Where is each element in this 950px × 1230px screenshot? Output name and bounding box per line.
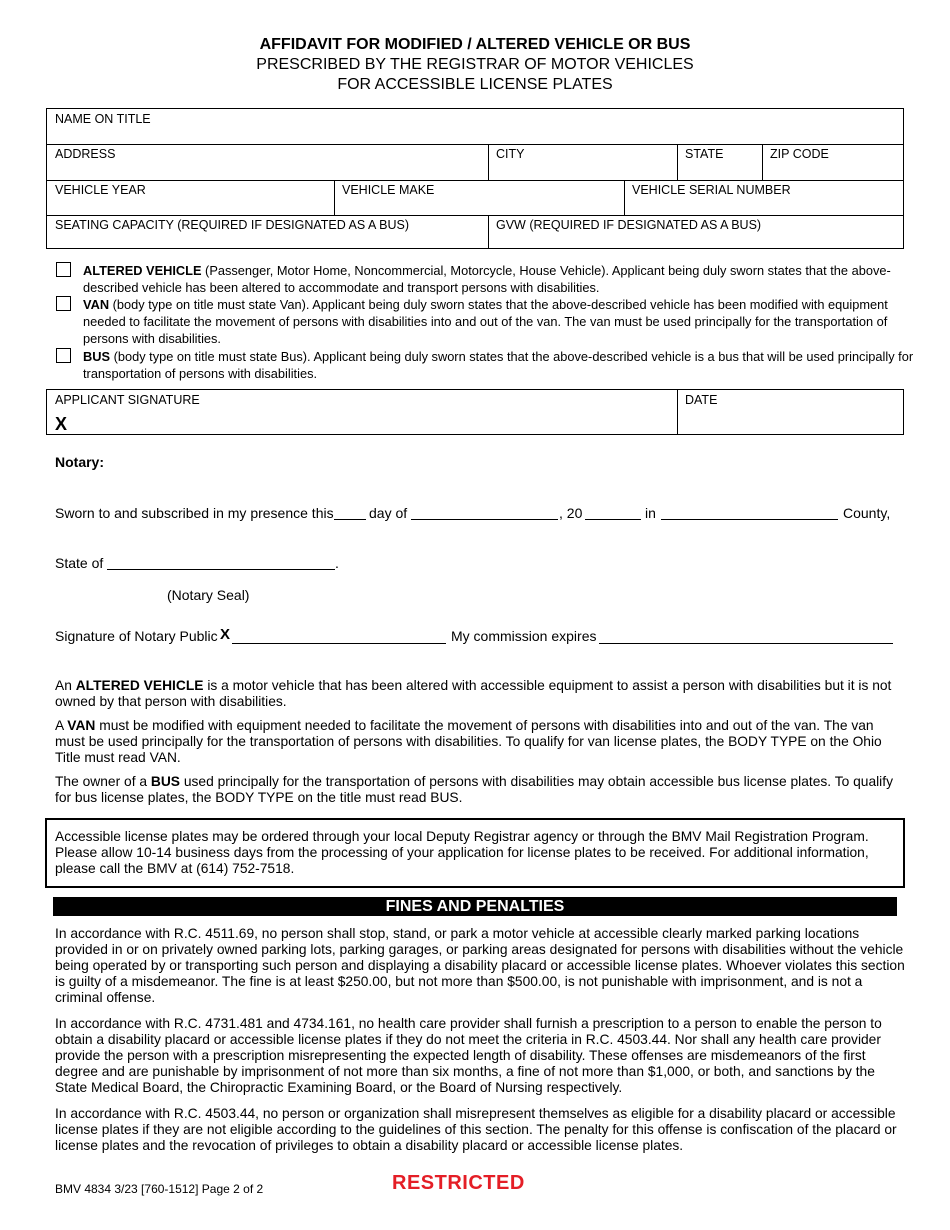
option-altered-vehicle xyxy=(56,262,916,296)
state-label: STATE xyxy=(685,147,724,161)
serial-number-label: VEHICLE SERIAL NUMBER xyxy=(632,183,791,197)
van-definition: A VAN must be modified with equipment needed to facilitate the movement of persons with disabilities into and out of the van. The van must be used principally for the transportation of persons with disabilities. To qualify for van license plates, the BODY TYPE on the Ohio Title must read VAN. xyxy=(55,718,882,765)
applicant-signature-field[interactable] xyxy=(47,390,677,434)
notary-x-mark: X xyxy=(220,626,231,643)
sworn-prefix: Sworn to and subscribed in my presence this xyxy=(55,505,334,521)
van-checkbox[interactable] xyxy=(56,296,71,311)
commission-blank[interactable] xyxy=(599,643,893,644)
gvw-field[interactable] xyxy=(488,215,903,249)
state-of-label: State of xyxy=(55,555,104,571)
van-text xyxy=(83,296,916,347)
fines-heading: FINES AND PENALTIES xyxy=(53,897,897,916)
date-field[interactable] xyxy=(677,390,903,434)
name-on-title-label: NAME ON TITLE xyxy=(55,112,151,126)
month-blank[interactable] xyxy=(411,519,558,520)
in-label: in xyxy=(645,505,656,521)
address-field[interactable] xyxy=(47,144,488,180)
bus-description: (body type on title must state Bus). Applicant being duly sworn states that the above-described vehicle is a bus that will be used principally for transportation of persons with disabilities. xyxy=(83,349,914,381)
vehicle-info-table xyxy=(46,108,904,249)
applicant-signature-label: APPLICANT SIGNATURE xyxy=(55,393,200,407)
option-bus xyxy=(56,348,916,382)
seating-capacity-field[interactable] xyxy=(47,215,488,249)
name-on-title-field[interactable] xyxy=(47,109,903,144)
form-subtitle-2: FOR ACCESSIBLE LICENSE PLATES xyxy=(337,76,613,93)
state-field[interactable] xyxy=(677,144,762,180)
altered-vehicle-text xyxy=(83,262,916,296)
county-blank[interactable] xyxy=(661,519,838,520)
notary-signature-label: Signature of Notary Public xyxy=(55,628,218,644)
bus-checkbox[interactable] xyxy=(56,348,71,363)
van-title: VAN xyxy=(83,297,110,312)
form-subtitle: PRESCRIBED BY THE REGISTRAR OF MOTOR VEHICLES xyxy=(256,56,694,73)
zip-field[interactable] xyxy=(762,144,903,180)
bus-text xyxy=(83,348,916,382)
state-blank[interactable] xyxy=(107,569,335,570)
altered-vehicle-definition: An ALTERED VEHICLE is a motor vehicle that has been altered with accessible equipment to assist a person with disabilities but it is not owned by that person with disabilities. xyxy=(55,678,892,709)
altered-vehicle-description: (Passenger, Motor Home, Noncommercial, Motorcycle, House Vehicle). Applicant being duly sworn states that the above-described vehicle has been altered to accommodate and transport persons with disabilities. xyxy=(83,263,891,295)
year-blank[interactable] xyxy=(585,519,641,520)
state-period: . xyxy=(335,555,339,571)
form-id: BMV 4834 3/23 [760-1512] Page 2 of 2 xyxy=(55,1182,264,1196)
option-van xyxy=(56,296,916,347)
city-field[interactable] xyxy=(488,144,677,180)
vehicle-make-label: VEHICLE MAKE xyxy=(342,183,435,197)
fines-paragraph-3: In accordance with R.C. 4503.44, no person or organization shall misrepresent themselves as eligible for a disability placard or accessible license plates if they are not eligible according to the guidelines of this section. The penalty for this offense is confiscation of the placard or license plates and the revocation of privileges to obtain a disability placard or accessible license plates. xyxy=(55,1106,897,1153)
bus-title: BUS xyxy=(83,349,111,364)
address-label: ADDRESS xyxy=(55,147,116,161)
vehicle-year-label: VEHICLE YEAR xyxy=(55,183,146,197)
notary-signature-blank[interactable] xyxy=(232,643,446,644)
altered-vehicle-title: ALTERED VEHICLE xyxy=(83,263,202,278)
day-of-label: day of xyxy=(369,505,408,521)
day-blank[interactable] xyxy=(334,519,366,520)
zip-label: ZIP CODE xyxy=(770,147,829,161)
date-label: DATE xyxy=(685,393,718,407)
altered-vehicle-checkbox[interactable] xyxy=(56,262,71,277)
county-label: County, xyxy=(843,505,891,521)
applicant-signature-table xyxy=(46,389,904,435)
city-label: CITY xyxy=(496,147,525,161)
year-prefix: , 20 xyxy=(559,505,583,521)
form-title: AFFIDAVIT FOR MODIFIED / ALTERED VEHICLE OR BUS xyxy=(259,36,691,53)
vehicle-year-field[interactable] xyxy=(47,180,334,215)
fines-paragraph-1: In accordance with R.C. 4511.69, no person shall stop, stand, or park a motor vehicle at accessible clearly marked parking locations provided in or on privately owned parking lots, parking garages, or parking areas designated for persons with disabilities without the vehicle being operated by or transporting such person and displaying a disability placard or accessible license plates. Whoever violates this section is guilty of a misdemeanor. The fine is at least $250.00, but not more than $500.00, is not punishable with imprisonment, and is not a criminal offense. xyxy=(55,926,905,1005)
commission-label: My commission expires xyxy=(451,628,597,644)
restricted-stamp: RESTRICTED xyxy=(392,1172,525,1194)
signature-x-mark: X xyxy=(55,414,68,434)
vehicle-make-field[interactable] xyxy=(334,180,624,215)
bus-definition: The owner of a BUS used principally for the transportation of persons with disabilities may obtain accessible bus license plates. To qualify for bus license plates, the BODY TYPE on the title must read BUS. xyxy=(55,774,893,805)
ordering-notice: Accessible license plates may be ordered through your local Deputy Registrar agency or through the BMV Mail Registration Program. Please allow 10-14 business days from the processing of your application for license plates to be received. For additional information, please call the BMV at (614) 752-7518. xyxy=(45,818,905,888)
notary-heading: Notary: xyxy=(55,454,105,470)
seating-capacity-label: SEATING CAPACITY (REQUIRED IF DESIGNATED AS A BUS) xyxy=(55,218,410,232)
notary-seal-label: (Notary Seal) xyxy=(167,587,250,603)
gvw-label: GVW (REQUIRED IF DESIGNATED AS A BUS) xyxy=(496,218,762,232)
serial-number-field[interactable] xyxy=(624,180,903,215)
fines-paragraph-2: In accordance with R.C. 4731.481 and 4734.161, no health care provider shall furnish a prescription to a person to enable the person to obtain a disability placard or accessible license plates if they do not meet the criteria in R.C. 4503.44. Nor shall any health care provider provide the person with a prescription misrepresenting the expected length of disability. These offenses are misdemeanors of the first degree and are punishable by imprisonment of not more than six months, a fine of not more than $1,000, or both, and sanctions by the State Medical Board, the Chiropractic Examining Board, or the Board of Nursing respectively. xyxy=(55,1016,882,1095)
van-description: (body type on title must state Van). Applicant being duly sworn states that the above-described vehicle has been modified with equipment needed to facilitate the movement of persons with disabilities into and out of the van. The van must be used principally for the transportation of persons with disabilities. xyxy=(83,297,888,346)
